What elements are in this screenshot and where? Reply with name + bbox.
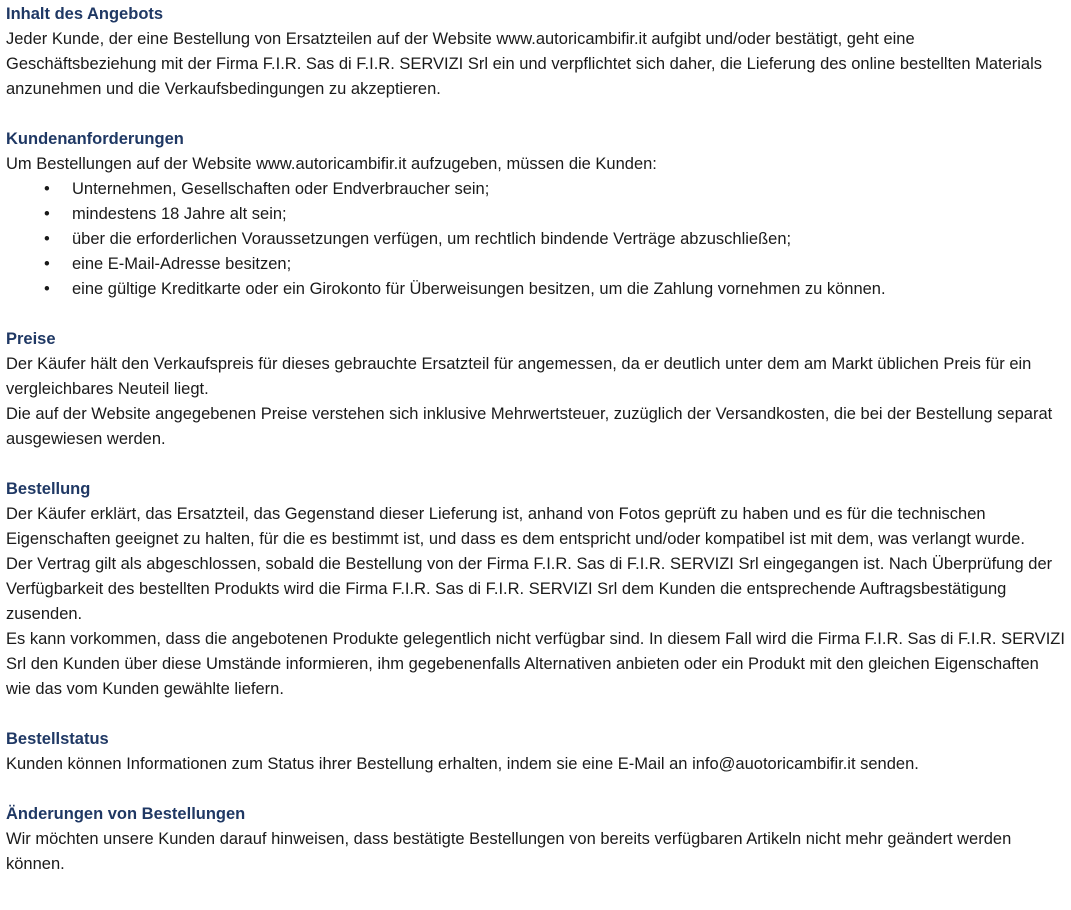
section-prices [6, 327, 1065, 452]
section-order [6, 477, 1065, 702]
bullet-icon: • [44, 255, 50, 273]
section-heading: Änderungen von Bestellungen [6, 805, 246, 823]
paragraph: Jeder Kunde, der eine Bestellung von Ersatzteilen auf der Website www.autoricambifir.it aufgibt und/oder bestätigt, geht eine Geschäftsbeziehung mit der Firma F.I.R. Sas di F.I.R. SERVIZI Srl ein und verpflichtet sich daher, die Lieferung des online bestellten Materials anzunehmen und die Verkaufsbedingungen zu akzeptieren. [6, 30, 1043, 98]
section-order-changes [6, 802, 1065, 877]
list-item [6, 277, 1065, 302]
bullet-icon: • [44, 280, 50, 298]
section-heading: Kundenanforderungen [6, 130, 184, 148]
bullet-icon: • [44, 180, 50, 198]
list-item [6, 227, 1065, 252]
list-item [6, 202, 1065, 227]
paragraph: Der Käufer erklärt, das Ersatzteil, das Gegenstand dieser Lieferung ist, anhand von Fotos geprüft zu haben und es für die technischen Eigenschaften geeignet zu halten, für die es bestimmt ist, und dass es dem entspricht und/oder kompatibel ist mit dem, was verlangt wurde. [6, 505, 1025, 548]
paragraph: Wir möchten unsere Kunden darauf hinweisen, dass bestätigte Bestellungen von bereits verfügbaren Artikeln nicht mehr geändert werden können. [6, 830, 1012, 873]
section-heading: Bestellung [6, 480, 91, 498]
paragraph: Um Bestellungen auf der Website www.autoricambifir.it aufzugeben, müssen die Kunden: [6, 155, 657, 173]
paragraph: Der Vertrag gilt als abgeschlossen, sobald die Bestellung von der Firma F.I.R. Sas di F.I.R. SERVIZI Srl eingegangen ist. Nach Überprüfung der Verfügbarkeit des bestellten Produkts wird die Firma F.I.R. Sas di F.I.R. SERVIZI Srl dem Kunden die entsprechende Auftragsbestätigung zusenden. [6, 555, 1053, 623]
list-item-text: Unternehmen, Gesellschaften oder Endverbraucher sein; [72, 180, 490, 198]
section-heading: Preise [6, 330, 56, 348]
paragraph: Kunden können Informationen zum Status ihrer Bestellung erhalten, indem sie eine E-Mail an info@auotoricambifir.it senden. [6, 755, 919, 773]
section-customer-requirements [6, 127, 1065, 302]
section-heading: Inhalt des Angebots [6, 5, 164, 23]
bullet-icon: • [44, 205, 50, 223]
paragraph: Der Käufer hält den Verkaufspreis für dieses gebrauchte Ersatzteil für angemessen, da er deutlich unter dem am Markt üblichen Preis für ein vergleichbares Neuteil liegt. [6, 355, 1032, 398]
paragraph: Es kann vorkommen, dass die angebotenen Produkte gelegentlich nicht verfügbar sind. In diesem Fall wird die Firma F.I.R. Sas di F.I.R. SERVIZI Srl den Kunden über diese Umstände informieren, ihm gegebenenfalls Alternativen anbieten oder ein Produkt mit den gleichen Eigenschaften wie das vom Kunden gewählte liefern. [6, 630, 1065, 698]
bullet-icon: • [44, 230, 50, 248]
section-order-status [6, 727, 1065, 777]
list-item-text: eine E-Mail-Adresse besitzen; [72, 255, 292, 273]
requirements-list [6, 177, 1065, 302]
list-item-text: über die erforderlichen Voraussetzungen verfügen, um rechtlich bindende Verträge abzuschließen; [72, 230, 792, 248]
paragraph: Die auf der Website angegebenen Preise verstehen sich inklusive Mehrwertsteuer, zuzüglich der Versandkosten, die bei der Bestellung separat ausgewiesen werden. [6, 405, 1053, 448]
section-heading: Bestellstatus [6, 730, 109, 748]
section-offer-content [6, 2, 1065, 102]
list-item [6, 177, 1065, 202]
list-item-text: eine gültige Kreditkarte oder ein Girokonto für Überweisungen besitzen, um die Zahlung vornehmen zu können. [72, 280, 886, 298]
list-item [6, 252, 1065, 277]
list-item-text: mindestens 18 Jahre alt sein; [72, 205, 287, 223]
